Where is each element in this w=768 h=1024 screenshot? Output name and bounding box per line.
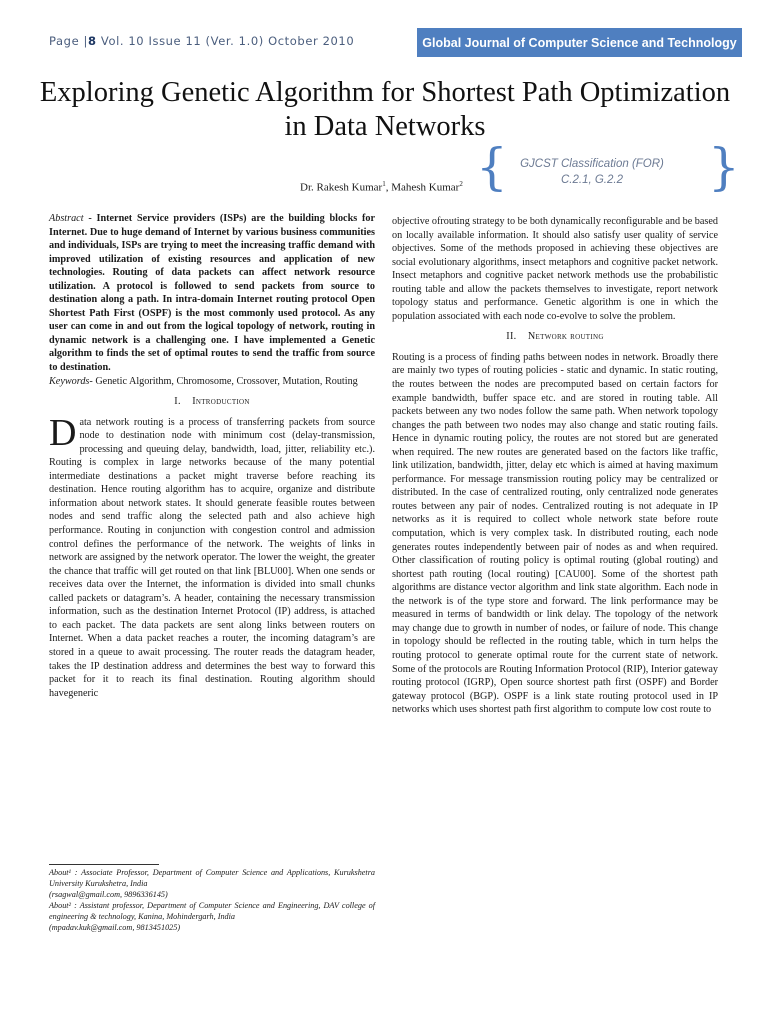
page-header [49, 34, 354, 48]
section-heading-network-routing [392, 330, 718, 344]
classification-brace-open: { [476, 138, 508, 196]
abstract [49, 212, 375, 375]
author-2-marker: 2 [459, 180, 463, 188]
abstract-text: - Internet Service providers (ISPs) are the building blocks for Internet. Due to huge demand of Internet by various business communities and individuals, ISPs are trying to meet the increasing traffic demand with improved utilization of existing resources and application of new technologies. Routing of data packets can affect network resource utilization. A protocol is followed to send packets from source to destination along a path. In intra-domain Internet routing protocol Open Shortest Path First (OSPF) is the most commonly used protocol. As any user can come in and out from the logical topology of network, routing in dynamic network is a challenging one. I have implemented a Genetic algorithm to finds the set of optimal routes to send the traffic from source to destination. [49, 213, 375, 374]
right-column [392, 215, 718, 717]
footnote-author-2: About² : Assistant professor, Department of Computer Science and Engineering, DAV college of engineering & technology, Kanina, Mohindergarh, India [49, 901, 375, 921]
section-2-title: Network routing [527, 331, 604, 343]
author-separator: , [385, 181, 392, 194]
section-1-title: Introduction [192, 396, 250, 408]
left-column [49, 212, 375, 700]
classification-brace-close: } [708, 138, 740, 196]
author-1: Dr. Rakesh Kumar [300, 181, 383, 194]
page-number: 8 [88, 34, 97, 48]
keywords [49, 375, 375, 389]
issue-info: Vol. 10 Issue 11 (Ver. 1.0) October 2010 [100, 34, 355, 48]
authors [300, 180, 463, 194]
network-routing-paragraph: Routing is a process of finding paths between nodes in network. Broadly there are mainly two types of routing policies - static and dynamic. In static routing, the routes between the nodes are precomputed based on certain factors for example bandwidth, buffer space etc. and are stored in routing table. All packets between any two nodes follow the same path. When network topology changes the path between two nodes may also change and static routing fails. Hence in dynamic routing policy, the routes are not stored but are generated when required. The new routes are generated based on the factors like traffic, link utilization, bandwidth, jitter, delay etc which is aimed at having maximum performance. For message transmission routing policy may be centralized or distributed. In the case of centralized routing, only centralized node generates routes between any pair of nodes. Centralized routing is not adequate in IP networks as it is required to collect whole network state before route computation, which is very complex task. In distributed routing, each node generates routes independently between pair of nodes as and when required. Other classification of routing policy is optimal routing (global routing) and shortest path routing (local routing) [CAU00]. Some of the shortest path algorithms are distance vector algorithm and link state algorithm. Each node in the network is of the type store and forward. The link performance may be measured in terms of bandwidth or link delay. The topology of the network may change due to growth in number of nodes, or failure of node. This change in topology should be reflected in the routing table, which in turn helps the routing protocol to generate optimal route for the current state of network. Some of the protocols are Routing Information Protocol (RIP), Interior gateway routing protocol (IGRP), Open source shortest path first (OSPF) and Border gateway protocol (BGP). OSPF is a link state routing protocol used in IP networks which uses shortest path first algorithm to compute low cost route to [392, 351, 718, 716]
section-heading-introduction [49, 395, 375, 409]
classification-codes: C.2.1, G.2.2 [560, 174, 623, 186]
page-label: Page [49, 34, 80, 48]
author-1-marker: 1 [382, 180, 386, 188]
keywords-label: Keywords- [49, 375, 93, 387]
drop-cap: D [49, 411, 77, 454]
author-2: Mahesh Kumar [391, 181, 460, 194]
footnote-rule [49, 864, 159, 865]
section-2-number: II. [506, 331, 517, 343]
classification-block [492, 156, 692, 188]
journal-name: Global Journal of Computer Science and Technology [422, 35, 737, 50]
footnote-author-1: About¹ : Associate Professor, Department of Computer Science and Applications, Kurukshetra University Kurukshetra, India [49, 868, 375, 888]
intro-continued-paragraph: objective ofrouting strategy to be both dynamically reconfigurable and be based on locally available information. It should also satisfy user quality of service objectives. Some of the methods proposed in achieving these objectives are social evolutionary algorithms, insect metaphors and cognitive packet network. Insect metaphors and cognitive packet network methods use the probabilistic routing table and allow the packets themselves to investigate, report network topology status and performance. Genetic algorithm is one in which the population associated with each node co-evolve to solve the problem. [392, 216, 718, 322]
footnote-author-2-contact: (mpadav.kuk@gmail.com, 9813451025) [49, 923, 181, 932]
journal-name-banner [417, 28, 742, 57]
abstract-label: Abstract [49, 213, 84, 224]
keywords-text: Genetic Algorithm, Chromosome, Crossover, Mutation, Routing [92, 375, 358, 387]
paper-title: Exploring Genetic Algorithm for Shortest Path Optimization in Data Networks [39, 77, 731, 142]
introduction-paragraph [49, 411, 375, 700]
section-1-number: I. [174, 396, 181, 408]
classification-label: GJCST Classification (FOR) [520, 158, 664, 170]
page-separator: | [83, 34, 88, 48]
footnotes [49, 867, 375, 933]
introduction-text: ata network routing is a process of transferring packets from source node to destination node with minimum cost (delay-transmission, processing and queuing delay, bandwidth, load, jitter, reliability etc.). Routing is complex in large networks because of the many potential intermediate destinations a packet might traverse before reaching its destination. Hence routing algorithm has to acquire, organize and distribute information about network states. It should generate feasible routes between nodes and send traffic along the selected path and also achieve high performance. Routing in conjunction with congestion control and admission control defines the performance of the network. The weights of links in network are assigned by the network operator. The lower the weight, the greater the chance that traffic will get routed on that link [BLU00]. When one sends or receives data over the Internet, the information is divided into small chunks called packets or datagram’s. A header, containing the necessary transmission information, such as the destination Internet Protocol (IP) address, is attached to each packet. The data packets are sent along links between routers on Internet. When a data packet reaches a router, the incoming datagram’s are stored in a queue to await processing. The router reads the datagram header, takes the IP destination address and determines the best way to forward this packet for it to reach its final destination. Routing algorithm should havegeneric [49, 416, 375, 699]
footnote-author-1-contact: (rsagwal@gmail.com, 9896336145) [49, 890, 168, 899]
